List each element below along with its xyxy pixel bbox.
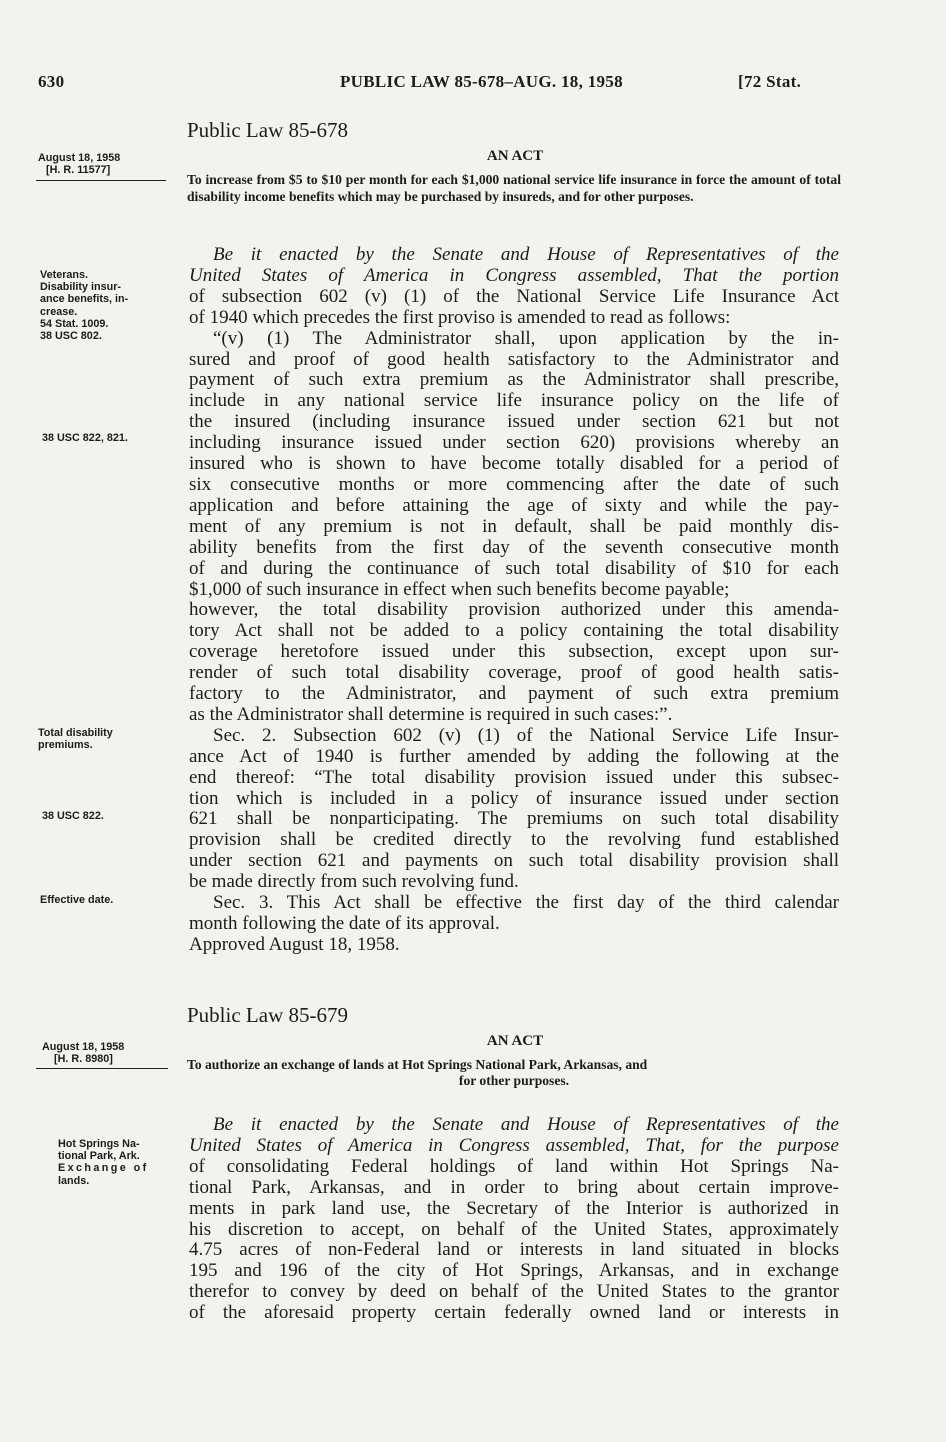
body-line: of and during the continuance of such total disability of $10 for each bbox=[189, 557, 839, 579]
body-line: include in any national service life insurance policy on the life of bbox=[189, 390, 839, 412]
side-note-usc-822-821: 38 USC 822, 821. bbox=[42, 432, 128, 444]
side-note-hot-springs: Hot Springs Na- tional Park, Ark. Exchange of lands. bbox=[58, 1138, 149, 1187]
body-line: tion which is included in a policy of insurance issued under section bbox=[189, 787, 839, 809]
side-note-usc-822: 38 USC 822. bbox=[42, 810, 104, 822]
body-line: insured who is shown to have become totally disabled for a period of bbox=[189, 453, 839, 475]
body-line: $1,000 of such insurance in effect when such benefits become payable; bbox=[189, 578, 730, 600]
side-bill-number: [H. R. 8980] bbox=[54, 1053, 113, 1065]
act-purpose: To authorize an exchange of lands at Hot Springs National Park, Arkansas, and bbox=[187, 1057, 648, 1072]
body-line: be made directly from such revolving fund. bbox=[189, 871, 519, 893]
law-body-text bbox=[189, 1115, 839, 1324]
body-line: as the Administrator shall determine is required in such cases:”. bbox=[189, 703, 673, 725]
body-line: his discretion to accept, on behalf of the United States, approximately bbox=[189, 1218, 839, 1240]
body-line: of consolidating Federal holdings of land within Hot Springs Na- bbox=[189, 1155, 839, 1177]
law-title: Public Law 85-678 bbox=[187, 118, 348, 142]
act-purpose: for other purposes. bbox=[458, 1073, 570, 1088]
body-line: United States of America in Congress assembled, That the portion bbox=[189, 264, 839, 286]
body-line: Be it enacted by the Senate and House of Representatives of the bbox=[213, 1114, 839, 1135]
body-line: 195 and 196 of the city of Hot Springs, Arkansas, and in exchange bbox=[189, 1260, 839, 1282]
body-line: factory to the Administrator, and payment of such extra premium bbox=[189, 683, 839, 705]
body-line: 621 shall be nonparticipating. The premiums on such total disability bbox=[189, 808, 839, 830]
side-note-effective-date: Effective date. bbox=[40, 894, 114, 906]
approval-line: Approved August 18, 1958. bbox=[189, 933, 400, 955]
side-rule bbox=[36, 180, 166, 181]
body-line: coverage heretofore issued under this subsection, except upon sur- bbox=[189, 641, 839, 663]
body-line: including insurance issued under section 620) provisions whereby an bbox=[189, 432, 839, 454]
side-bill-number: [H. R. 11577] bbox=[46, 164, 111, 176]
side-rule bbox=[36, 1068, 168, 1069]
body-line: the insured (including insurance issued under section 621 but not bbox=[189, 411, 839, 433]
running-title: PUBLIC LAW 85-678–AUG. 18, 1958 bbox=[340, 72, 623, 91]
law-body-text bbox=[189, 245, 839, 956]
body-line: provision shall be credited directly to the revolving fund established bbox=[189, 829, 839, 851]
body-line: of 1940 which precedes the first proviso is amended to read as follows: bbox=[189, 306, 731, 328]
page-number: 630 bbox=[38, 72, 65, 91]
side-note-total-disability: Total disability premiums. bbox=[38, 727, 113, 752]
body-line: application and before attaining the age of sixty and while the pay- bbox=[189, 494, 839, 516]
body-line: of the aforesaid property certain federally owned land or interests in bbox=[189, 1302, 839, 1324]
body-line: “(v) (1) The Administrator shall, upon application by the in- bbox=[213, 327, 839, 349]
body-line: month following the date of its approval. bbox=[189, 913, 500, 934]
body-line: United States of America in Congress assembled, That, for the purpose bbox=[189, 1134, 839, 1156]
body-line: therefor to convey by deed on behalf of the United States to the grantor bbox=[189, 1281, 839, 1303]
act-heading: AN ACT bbox=[486, 148, 544, 164]
body-line: sured and proof of good health satisfactory to the Administrator and bbox=[189, 348, 839, 370]
body-line: 4.75 acres of non-Federal land or interests in land situated in blocks bbox=[189, 1239, 839, 1261]
body-line: payment of such extra premium as the Administrator shall prescribe, bbox=[189, 369, 839, 391]
act-purpose: To increase from $5 to $10 per month for each $1,000 national service life insurance in force the amount of total disability income benefits which may be purchased by insureds, and for other purposes. bbox=[187, 172, 841, 204]
side-date: August 18, 1958 bbox=[42, 1041, 125, 1053]
body-line: ments in park land use, the Secretary of the Interior is authorized in bbox=[189, 1197, 839, 1219]
side-note-veterans: Veterans. Disability insur- ance benefits, in- crease. 54 Stat. 1009. 38 USC 802. bbox=[40, 269, 129, 343]
body-line: Be it enacted by the Senate and House of Representatives of the bbox=[213, 244, 839, 265]
volume-citation: [72 Stat. bbox=[738, 72, 802, 91]
body-line: end thereof: “The total disability provision issued under this subsec- bbox=[189, 766, 839, 788]
side-date: August 18, 1958 bbox=[38, 152, 121, 164]
body-line: of subsection 602 (v) (1) of the National Service Life Insurance Act bbox=[189, 285, 839, 307]
body-line: ment of any premium is not in default, shall be paid monthly dis- bbox=[189, 515, 839, 537]
body-line: render of such total disability coverage, proof of good health satis- bbox=[189, 662, 839, 684]
body-line: ability benefits from the first day of the seventh consecutive month bbox=[189, 536, 839, 558]
body-line: however, the total disability provision authorized under this amenda- bbox=[189, 599, 839, 621]
body-line: ance Act of 1940 is further amended by adding the following at the bbox=[189, 745, 839, 767]
body-line: under section 621 and payments on such total disability provision shall bbox=[189, 850, 839, 872]
body-line: six consecutive months or more commencing after the date of such bbox=[189, 473, 839, 495]
body-line: tional Park, Arkansas, and in order to bring about certain improve- bbox=[189, 1176, 839, 1198]
body-line: tory Act shall not be added to a policy containing the total disability bbox=[189, 620, 839, 642]
section-3-line: Sec. 3. This Act shall be effective the first day of the third calendar bbox=[213, 892, 839, 914]
act-heading: AN ACT bbox=[486, 1033, 544, 1049]
section-2-line: Sec. 2. Subsection 602 (v) (1) of the National Service Life Insur- bbox=[213, 724, 839, 746]
law-title: Public Law 85-679 bbox=[187, 1003, 348, 1027]
